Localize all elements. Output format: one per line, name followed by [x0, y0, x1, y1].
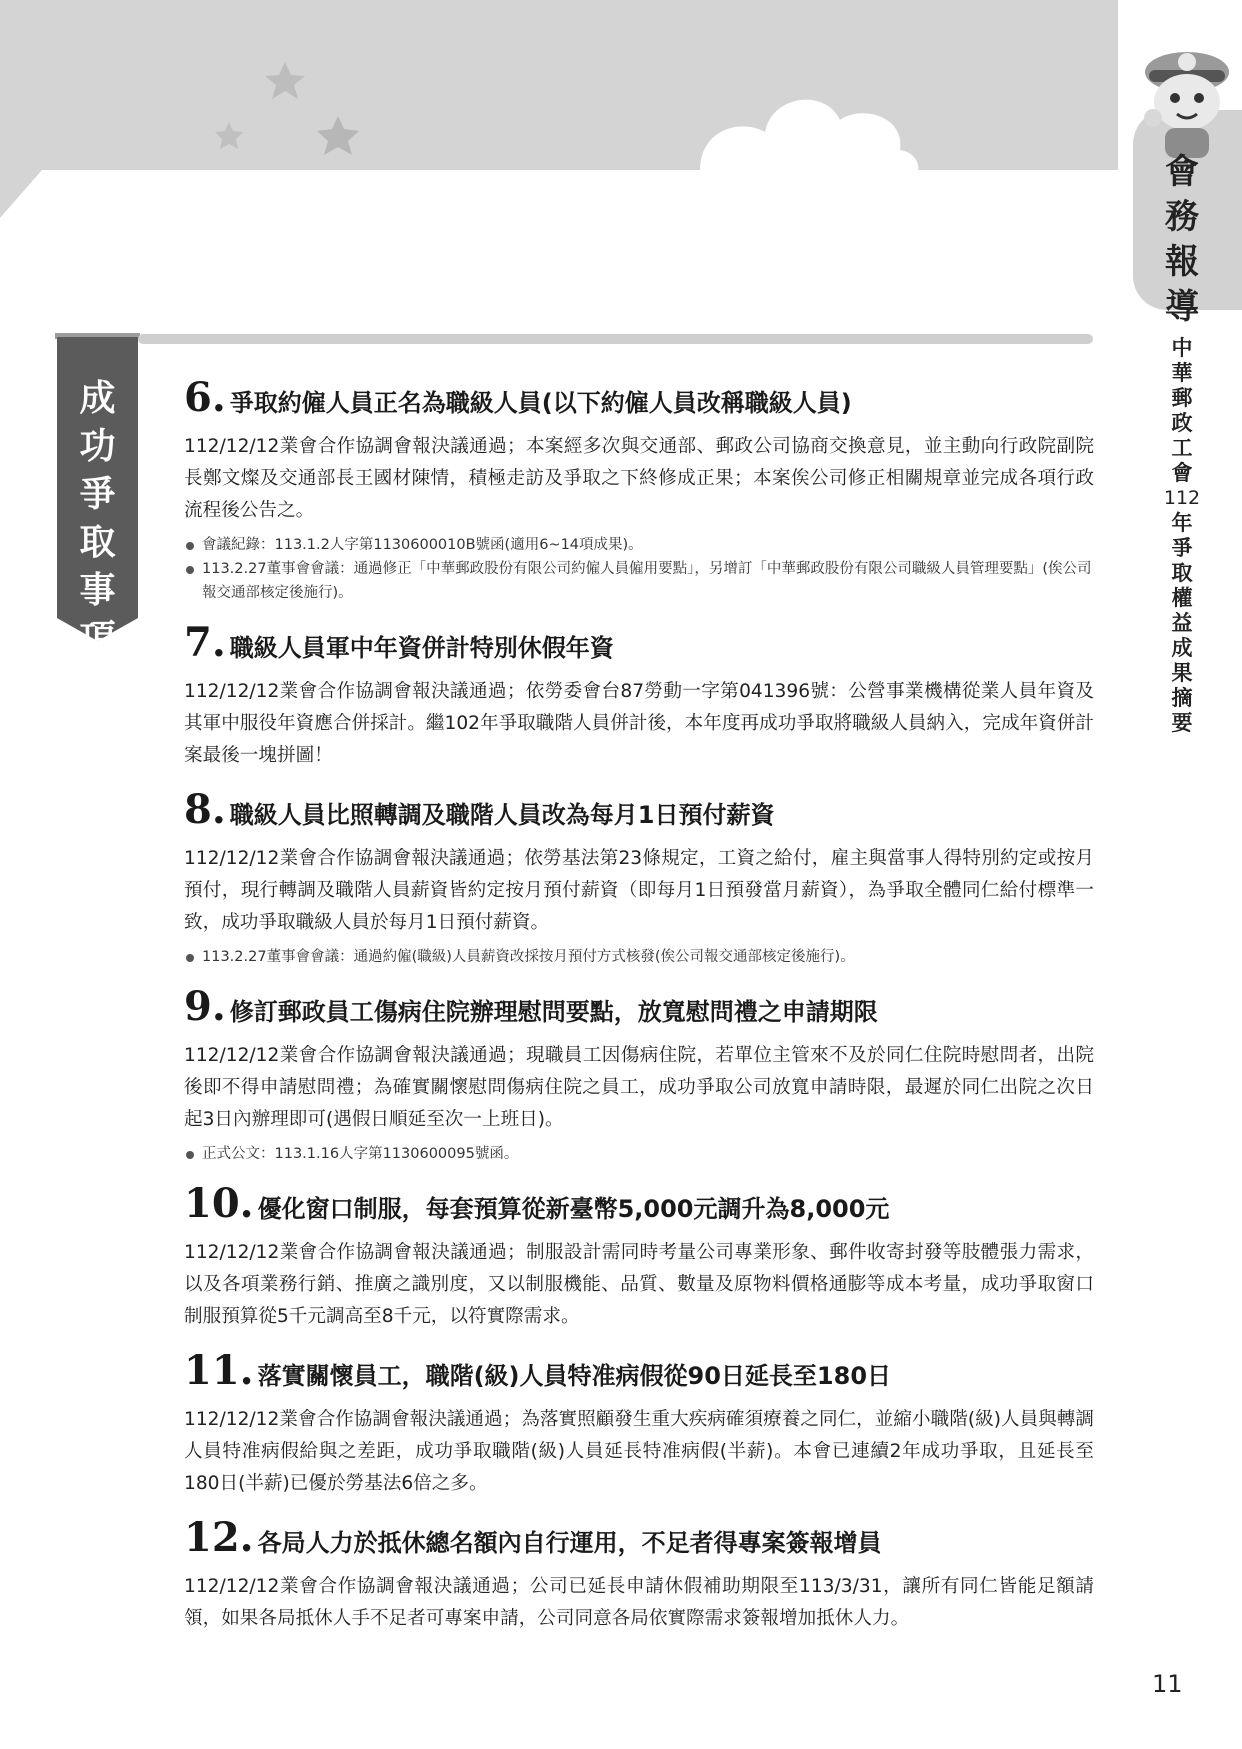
item-number: 8.: [184, 786, 226, 833]
item-body: 112/12/12業會合作協調會報決議通過；制服設計需同時考量公司專業形象、郵件收寄封發等肢體張力需求，以及各項業務行銷、推廣之識別度，又以制服機能、品質、數量及原物料價格通膨等成本考量，成功爭取窗口制服預算從5千元調高至8千元，以符實際需求。: [184, 1242, 1094, 1327]
item-number: 9.: [184, 983, 226, 1030]
item-body: 112/12/12業會合作協調會報決議通過；本案經多次與交通部、郵政公司協商交換意見，並主動向行政院副院長鄭文燦及交通部長王國材陳情，積極走訪及爭取之下終修成正果；本案俟公司修正相關規章並完成各項行政流程後公告之。: [184, 436, 1094, 521]
title-char: 112: [1163, 487, 1201, 509]
title-char: 要: [1171, 711, 1193, 735]
mascot-postman-icon: [1135, 40, 1235, 162]
title-char: 華: [1171, 361, 1193, 385]
note-item: 會議紀錄：113.1.2人字第1130600010B號函(適用6~14項成果)。: [184, 533, 1094, 557]
title-char: 年: [1171, 511, 1193, 535]
item-body: 112/12/12業會合作協調會報決議通過；現職員工因傷病住院，若單位主管來不及於同仁住院時慰問者，出院後即不得申請慰問禮；為確實關懷慰問傷病住院之員工，成功爭取公司放寬申請時限，最遲於同仁出院之次日起3日內辦理即可(遇假日順延至次一上班日)。: [184, 1045, 1094, 1130]
item-title: 優化窗口制服，每套預算從新臺幣5,000元調升為8,000元: [257, 1195, 890, 1223]
item-body: 112/12/12業會合作協調會報決議通過；依勞基法第23條規定，工資之給付，雇主與當事人得特別約定或按月預付，現行轉調及職階人員薪資皆約定按月預付薪資（即每月1日預發當月薪資），為爭取全體同仁給付標準一致，成功爭取職級人員於每月1日預付薪資。: [184, 848, 1094, 933]
achievement-item: [184, 374, 1094, 605]
item-number: 7.: [184, 619, 226, 666]
item-title: 各局人力於抵休總名額內自行運用，不足者得專案簽報增員: [257, 1529, 882, 1557]
item-title: 爭取約僱人員正名為職級人員(以下約僱人員改稱職級人員): [229, 389, 852, 417]
title-char: 取: [1171, 561, 1193, 585]
achievement-item: [184, 1180, 1094, 1333]
title-char: 爭: [1171, 536, 1193, 560]
achievement-item: [184, 983, 1094, 1166]
item-notes: [184, 1142, 1094, 1166]
achievement-item: [184, 619, 1094, 772]
achievements-list: [184, 374, 1094, 1653]
section-divider: [138, 334, 1093, 344]
item-heading: [184, 1180, 1094, 1229]
item-body: 112/12/12業會合作協調會報決議通過；依勞委會台87勞動一字第041396號：公營事業機構從業人員年資及其軍中服役年資應合併採計。繼102年爭取職階人員併計後，本年度再成功爭取將職級人員納入，完成年資併計案最後一塊拼圖！: [184, 681, 1094, 766]
title-char: 果: [1171, 661, 1193, 685]
item-notes: [184, 533, 1094, 605]
item-heading: [184, 786, 1094, 835]
title-char: 摘: [1171, 686, 1193, 710]
item-heading: [184, 983, 1094, 1032]
tab-char: 務: [1165, 197, 1199, 237]
ribbon-char: 爭: [79, 474, 116, 515]
item-title: 修訂郵政員工傷病住院辦理慰問要點，放寬慰問禮之申請期限: [229, 998, 878, 1026]
item-heading: [184, 1514, 1094, 1563]
item-number: 10.: [184, 1180, 254, 1227]
title-char: 政: [1171, 411, 1193, 435]
item-number: 12.: [184, 1514, 254, 1561]
achievement-item: [184, 1514, 1094, 1635]
item-heading: [184, 619, 1094, 668]
item-title: 落實關懷員工，職階(級)人員特准病假從90日延長至180日: [257, 1362, 892, 1390]
item-heading: [184, 374, 1094, 423]
item-notes: [184, 945, 1094, 969]
ribbon-char: 取: [79, 522, 116, 563]
item-heading: [184, 1347, 1094, 1396]
ribbon-char: 成: [79, 378, 116, 419]
achievement-item: [184, 1347, 1094, 1500]
item-number: 6.: [184, 374, 226, 421]
vertical-publication-title: [1160, 336, 1204, 736]
tab-char: 報: [1165, 242, 1199, 282]
header-banner: [0, 0, 1242, 300]
title-char: 成: [1171, 636, 1193, 660]
ribbon-char: 事: [79, 570, 116, 611]
title-char: 權: [1171, 586, 1193, 610]
tab-char: 會: [1165, 152, 1199, 192]
note-item: 正式公文：113.1.16人字第1130600095號函。: [184, 1142, 1094, 1166]
note-item: 113.2.27董事會會議：通過約僱(職級)人員薪資改採按月預付方式核發(俟公司報交通部核定後施行)。: [184, 945, 1094, 969]
ribbon-label: [60, 375, 135, 663]
note-item: 113.2.27董事會會議：通過修正「中華郵政股份有限公司約僱人員僱用要點」，另增訂「中華郵政股份有限公司職級人員管理要點」(俟公司報交通部核定後施行)。: [184, 557, 1094, 605]
title-char: 郵: [1171, 386, 1193, 410]
title-char: 工: [1171, 436, 1193, 460]
item-title: 職級人員軍中年資併計特別休假年資: [229, 634, 614, 662]
ribbon-char: 項: [79, 618, 116, 659]
item-number: 11.: [184, 1347, 254, 1394]
title-char: 中: [1171, 336, 1193, 360]
item-body: 112/12/12業會合作協調會報決議通過；為落實照顧發生重大疾病確須療養之同仁，並縮小職階(級)人員與轉調人員特准病假給與之差距，成功爭取職階(級)人員延長特准病假(半薪)。本會已連續2年成功爭取，且延長至180日(半薪)已優於勞基法6倍之多。: [184, 1409, 1094, 1494]
title-char: 益: [1171, 611, 1193, 635]
section-tab-label: [1157, 150, 1207, 330]
title-char: 會: [1171, 461, 1193, 485]
item-title: 職級人員比照轉調及職階人員改為每月1日預付薪資: [229, 801, 775, 829]
ribbon-char: 功: [79, 426, 116, 467]
achievement-item: [184, 786, 1094, 969]
tab-char: 導: [1165, 287, 1199, 327]
page-number: 11: [1152, 1670, 1183, 1698]
item-body: 112/12/12業會合作協調會報決議通過；公司已延長申請休假補助期限至113/3/31，讓所有同仁皆能足額請領，如果各局抵休人手不足者可專案申請，公司同意各局依實際需求簽報增加抵休人力。: [184, 1576, 1094, 1629]
